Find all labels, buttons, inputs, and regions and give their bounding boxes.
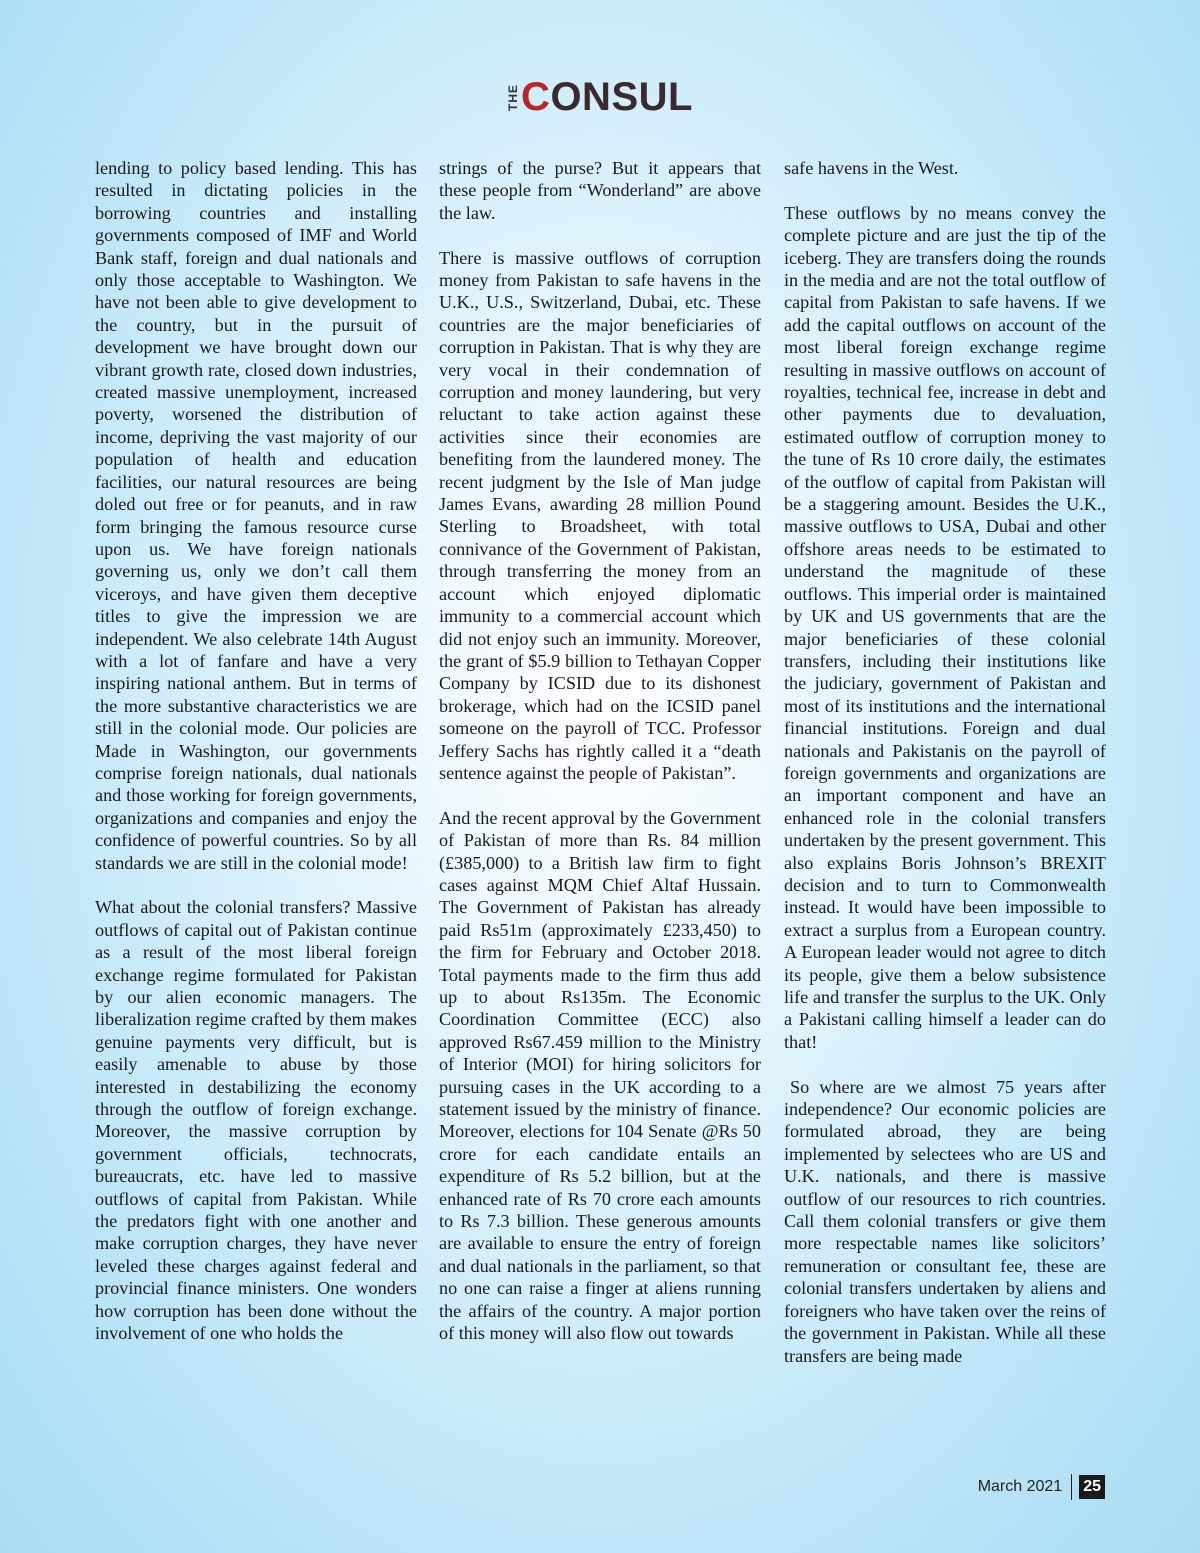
- paragraph: strings of the purse? But it appears that these people from “Wonderland” are above the law.: [439, 158, 761, 223]
- paragraph: lending to policy based lending. This has resulted in dictating policies in the borrowing countries and installing governments composed of IMF and World Bank staff, foreign and dual nationals and only those acceptable to Washington. We have not been able to give development to the country, but in the pursuit of development we have brought down our vibrant growth rate, closed down industries, created massive unemployment, increased poverty, worsened the distribution of income, depriving the vast majority of our population of health and education facilities, our natural resources are being doled out free or for peanuts, and in raw form bringing the famous resource curse upon us. We have foreign nationals governing us, only we don’t call them viceroys, and have given them deceptive titles to give the impression we are independent. We also celebrate 14th August with a lot of fanfare and have a very inspiring national anthem. But in terms of the more substantive characteristics we are still in the colonial mode. Our policies are Made in Washington, our governments comprise foreign nationals, dual nationals and those working for foreign governments, organizations and companies and enjoy the confidence of powerful countries. So by all standards we are still in the colonial mode!: [95, 158, 417, 873]
- paragraph: safe havens in the West.: [784, 158, 959, 178]
- article-column-3: [784, 157, 1106, 1389]
- page-number: 25: [1079, 1475, 1105, 1499]
- logo-consul: [521, 76, 693, 118]
- paragraph: So where are we almost 75 years after independence? Our economic policies are formulated abroad, they are being implemented by selectees who are US and U.K. nationals, and there is massive outflow of our resources to rich countries. Call them colonial transfers or give them more respectable names like solicitors’ remuneration or consultant fee, these are colonial transfers undertaken by aliens and foreigners who have taken over the reins of the government in Pakistan. While all these transfers are being made: [784, 1076, 1106, 1366]
- magazine-logo: [507, 76, 693, 118]
- page-footer: [978, 1474, 1105, 1500]
- issue-date: March 2021: [977, 1478, 1063, 1495]
- article-column-1: [95, 157, 417, 1367]
- footer-divider: [1071, 1474, 1072, 1500]
- article-column-2: [439, 157, 761, 1367]
- logo-consul-rest: ONSUL: [550, 75, 693, 119]
- logo-consul-c: C: [521, 75, 551, 119]
- paragraph: These outflows by no means convey the complete picture and are just the tip of the iceberg. They are transfers doing the rounds in the media and are not the total outflow of capital from Pakistan to safe havens. If we add the capital outflows on account of the most liberal foreign exchange regime resulting in massive outflows on account of royalties, technical fee, increase in debt and other payments due to devaluation, estimated outflow of corruption money to the tune of Rs 10 crore daily, the estimates of the outflow of capital from Pakistan will be a staggering amount. Besides the U.K., massive outflows to USA, Dubai and other offshore areas needs to be estimated to understand the magnitude of these outflows. This imperial order is maintained by UK and US governments that are the major beneficiaries of these colonial transfers, including their institutions like the judiciary, government of Pakistan and most of its institutions and the international financial institutions. Foreign and dual nationals and Pakistanis on the payroll of foreign governments and organizations are an important component and have an enhanced role in the colonial transfers undertaken by the present government. This also explains Boris Johnson’s BREXIT decision and to turn to Commonwealth instead. It would have been impossible to extract a surplus from a European country. A European leader would not agree to ditch its people, give them a below subsistence life and transfer the surplus to the UK. Only a Pakistani calling himself a leader can do that!: [784, 202, 1106, 1052]
- paragraph: And the recent approval by the Government of Pakistan of more than Rs. 84 million (£385,000) to a British law firm to fight cases against MQM Chief Altaf Hussain. The Government of Pakistan has already paid Rs51m (approximately £233,450) to the firm for February and October 2018. Total payments made to the firm thus add up to about Rs135m. The Economic Coordination Committee (ECC) also approved Rs67.459 million to the Ministry of Interior (MOI) for hiring solicitors for pursuing cases in the UK according to a statement issued by the ministry of finance. Moreover, elections for 104 Senate @Rs 50 crore for each candidate entails an expenditure of Rs 5.2 billion, but at the enhanced rate of Rs 70 crore each amounts to Rs 7.3 billion. These generous amounts are available to ensure the entry of foreign and dual nationals in the parliament, so that no one can raise a finger at aliens running the affairs of the country. A major portion of this money will also flow out towards: [439, 807, 761, 1344]
- logo-the: THE: [506, 83, 521, 111]
- paragraph: What about the colonial transfers? Massive outflows of capital out of Pakistan continue as a result of the most liberal foreign exchange regime formulated for Pakistan by our alien economic managers. The liberalization regime crafted by them makes genuine payments very difficult, but is easily amenable to abuse by those interested in destabilizing the economy through the outflow of foreign exchange. Moreover, the massive corruption by government officials, technocrats, bureaucrats, etc. have led to massive outflows of capital from Pakistan. While the predators fight with one another and make corruption charges, they have never leveled these charges against federal and provincial finance ministers. One wonders how corruption has been done without the involvement of one who holds the: [95, 897, 417, 1344]
- masthead: [0, 76, 1200, 118]
- paragraph: There is massive outflows of corruption money from Pakistan to safe havens in the U.K., U.S., Switzerland, Dubai, etc. These countries are the major beneficiaries of corruption in Pakistan. That is why they are very vocal in their condemnation of corruption and money laundering, but very reluctant to take action against these activities since their economies are benefiting from the laundered money. The recent judgment by the Isle of Man judge James Evans, awarding 28 million Pound Sterling to Broadsheet, with total connivance of the Government of Pakistan, through transferring the money from an account which enjoyed diplomatic immunity to a commercial account which did not enjoy such an immunity. Moreover, the grant of $5.9 billion to Tethayan Copper Company by ICSID due to its dishonest brokerage, which had on the ICSID panel someone on the payroll of TCC. Professor Jeffery Sachs has rightly called it a “death sentence against the people of Pakistan”.: [439, 247, 761, 783]
